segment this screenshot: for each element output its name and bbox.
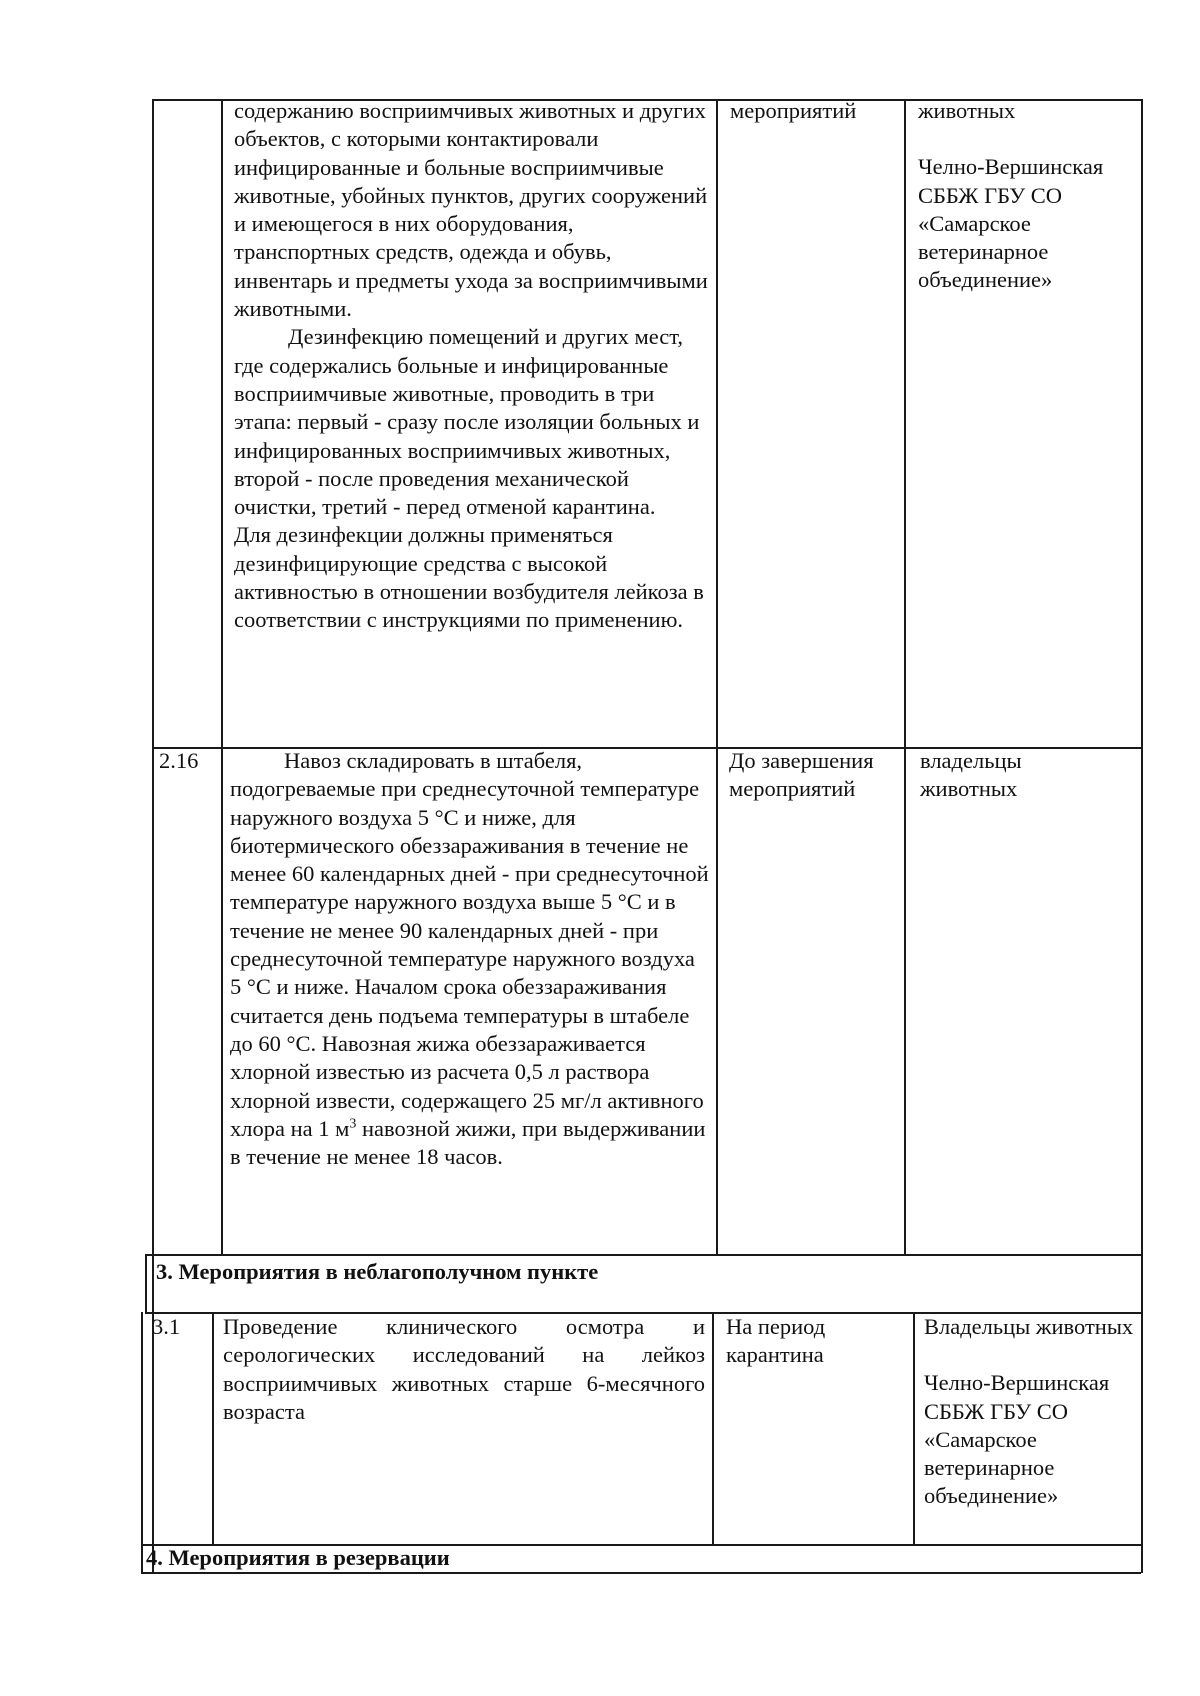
row-31-term	[726, 1313, 906, 1370]
row-216-description-sup: 3	[349, 1116, 357, 1132]
col-divider-responsible-31	[913, 1312, 915, 1544]
table-border-left	[152, 99, 154, 1573]
row-31-number-text: 3.1	[152, 1314, 181, 1339]
row-cont-description	[234, 97, 714, 635]
table-border-left-mid	[145, 1254, 147, 1312]
row-31-responsible-owners: Владельцы животных	[924, 1314, 1134, 1339]
row-31-number	[152, 1313, 208, 1341]
col-divider-number-31	[212, 1312, 214, 1544]
section-4-title-text: 4. Мероприятия в резервации	[146, 1545, 450, 1570]
section-4-title	[146, 1544, 1046, 1572]
row-cont-paragraph-3: Для дезинфекции должны применяться дезинфицирующие средства с высокой активностью в отношении возбудителя лейкоза в соответствии с инструкциями по применению.	[234, 522, 704, 633]
row-cont-term	[730, 97, 900, 125]
row-cont-paragraph-1: содержанию восприимчивых животных и других объектов, с которыми контактировали инфицированные и больные восприимчивые животные, убойных пунктов, других сооружений и имеющегося в них оборудования, транспортных средств, одежда и обувь, инвентарь и предметы ухода за восприимчивыми животными.	[234, 98, 708, 322]
row-216-description-main: Навоз складировать в штабеля, подогреваемые при среднесуточной температуре наружного воздуха 5 °С и ниже, для биотермического обеззараживания в течение не менее 60 календарных дней - при среднесуточной температуре наружного воздуха выше 5 °С и в течение не менее 90 календарных дней - при среднесуточной температуре наружного воздуха 5 °С и ниже. Началом срока обеззараживания считается день подъема температуры в штабеле до 60 °С. Навозная жижа обеззараживается хлорной известью из расчета 0,5 л раствора хлорной извести, содержащего 25 мг/л активного хлора на 1 м	[230, 748, 709, 1141]
table-border-right	[1141, 99, 1143, 1573]
row-31-description-text: Проведение клинического осмотра и серологических исследований на лейкоз восприимчивых животных старше 6-месячного возраста	[223, 1314, 705, 1424]
row-216-description	[230, 747, 710, 1171]
col-divider-responsible	[904, 99, 906, 1254]
col-divider-term	[716, 99, 718, 1254]
row-separator-section3	[145, 1254, 1141, 1256]
row-cont-responsible	[918, 97, 1140, 295]
row-31-responsible-org: Челно-Вершинская СББЖ ГБУ СО «Самарское ветеринарное объединение»	[924, 1370, 1110, 1509]
table-border-bottom	[141, 1572, 1141, 1574]
section-3-title	[156, 1258, 1056, 1286]
row-216-responsible-text: владельцы животных	[920, 748, 1022, 802]
col-divider-number	[221, 99, 223, 1254]
row-216-number-text: 2.16	[159, 748, 199, 773]
row-216-term-text: До завершения мероприятий	[729, 748, 874, 802]
row-cont-paragraph-2: Дезинфекцию помещений и других мест, где содержались больные и инфицированные восприимчивые животные, проводить в три этапа: первый - сразу после изоляции больных и инфицированных восприимчивых животных, второй - после проведения механической очистки, третий - перед отменой карантина.	[234, 324, 700, 520]
col-divider-term-31	[712, 1312, 714, 1544]
row-cont-responsible-org: Челно-Вершинская СББЖ ГБУ СО «Самарское ветеринарное объединение»	[918, 154, 1104, 293]
row-cont-responsible-owners: животных	[918, 98, 1016, 123]
row-216-responsible	[920, 747, 1120, 804]
table-border-left-lower	[141, 1312, 143, 1573]
row-216-number	[159, 747, 219, 775]
row-31-responsible	[924, 1313, 1140, 1511]
section-3-title-text: 3. Мероприятия в неблагополучном пункте	[156, 1259, 599, 1284]
row-216-term	[729, 747, 901, 804]
row-cont-term-text: мероприятий	[730, 98, 857, 123]
row-31-term-text: На период карантина	[726, 1314, 826, 1368]
row-216-description-tail: навозной жижи, при выдерживании в течение не менее 18 часов.	[230, 1115, 706, 1170]
row-31-description	[223, 1313, 705, 1426]
